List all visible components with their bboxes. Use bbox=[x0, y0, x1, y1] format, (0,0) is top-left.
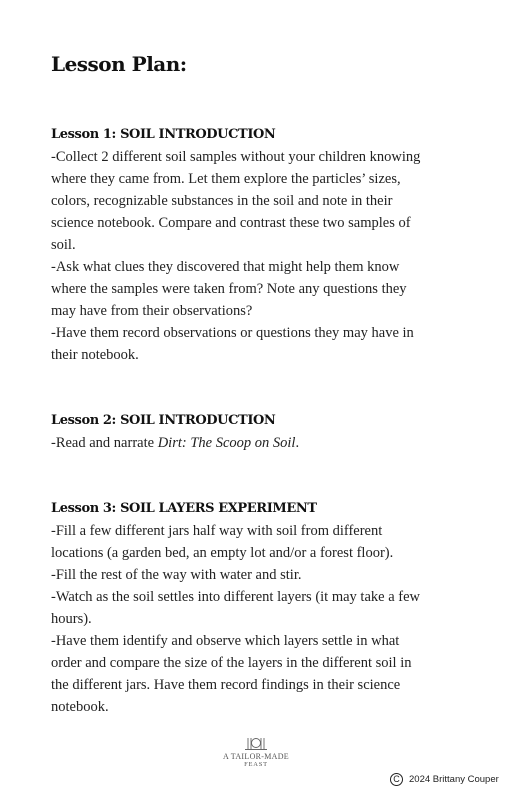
lesson-1-section bbox=[51, 124, 471, 366]
text-line: soil. bbox=[51, 237, 76, 253]
lesson-3-section bbox=[51, 498, 471, 718]
text-line: -Have them record observations or questions they may have in bbox=[51, 325, 414, 341]
text-suffix: . bbox=[295, 435, 300, 451]
text-line: order and compare the size of the layers in the different soil in bbox=[51, 655, 412, 671]
text-line: locations (a garden bed, an empty lot and/or a forest floor). bbox=[51, 545, 394, 561]
text-line: where they came from. Let them explore the particles’ sizes, bbox=[51, 171, 401, 187]
brand-logo bbox=[215, 736, 297, 769]
text-line: colors, recognizable substances in the soil and note in their bbox=[51, 193, 393, 209]
lesson-1-heading: Lesson 1: SOIL INTRODUCTION bbox=[51, 127, 276, 142]
text-line: notebook. bbox=[51, 699, 109, 715]
copyright-icon: C bbox=[390, 773, 403, 786]
logo-text-line2: FEAST bbox=[244, 761, 268, 768]
text-line: may have from their observations? bbox=[51, 303, 253, 319]
lesson-2-heading: Lesson 2: SOIL INTRODUCTION bbox=[51, 413, 276, 428]
book-title: Dirt: The Scoop on Soil bbox=[157, 435, 296, 451]
text-line: -Collect 2 different soil samples without your children knowing bbox=[51, 149, 421, 165]
copyright-notice bbox=[390, 773, 499, 786]
copyright-text: 2024 Brittany Couper bbox=[409, 774, 499, 785]
text-line bbox=[51, 432, 471, 454]
text-line: -Fill the rest of the way with water and stir. bbox=[51, 567, 302, 583]
text-line: where the samples were taken from? Note any questions they bbox=[51, 281, 407, 297]
text-line: hours). bbox=[51, 611, 92, 627]
logo-text-line1: A TAILOR-MADE bbox=[223, 752, 289, 761]
text-line: -Ask what clues they discovered that might help them know bbox=[51, 259, 400, 275]
text-line: -Watch as the soil settles into different layers (it may take a few bbox=[51, 589, 420, 605]
text-line: -Have them identify and observe which layers settle in what bbox=[51, 633, 400, 649]
text-line: science notebook. Compare and contrast these two samples of bbox=[51, 215, 411, 231]
text-line: their notebook. bbox=[51, 347, 139, 363]
text-line: the different jars. Have them record findings in their science bbox=[51, 677, 401, 693]
text-prefix: -Read and narrate bbox=[51, 435, 158, 451]
page-title: Lesson Plan: bbox=[51, 52, 187, 76]
lesson-2-section bbox=[51, 410, 471, 454]
table-setting-icon bbox=[242, 736, 270, 752]
lesson-3-heading: Lesson 3: SOIL LAYERS EXPERIMENT bbox=[51, 501, 317, 516]
text-line: -Fill a few different jars half way with soil from different bbox=[51, 523, 383, 539]
